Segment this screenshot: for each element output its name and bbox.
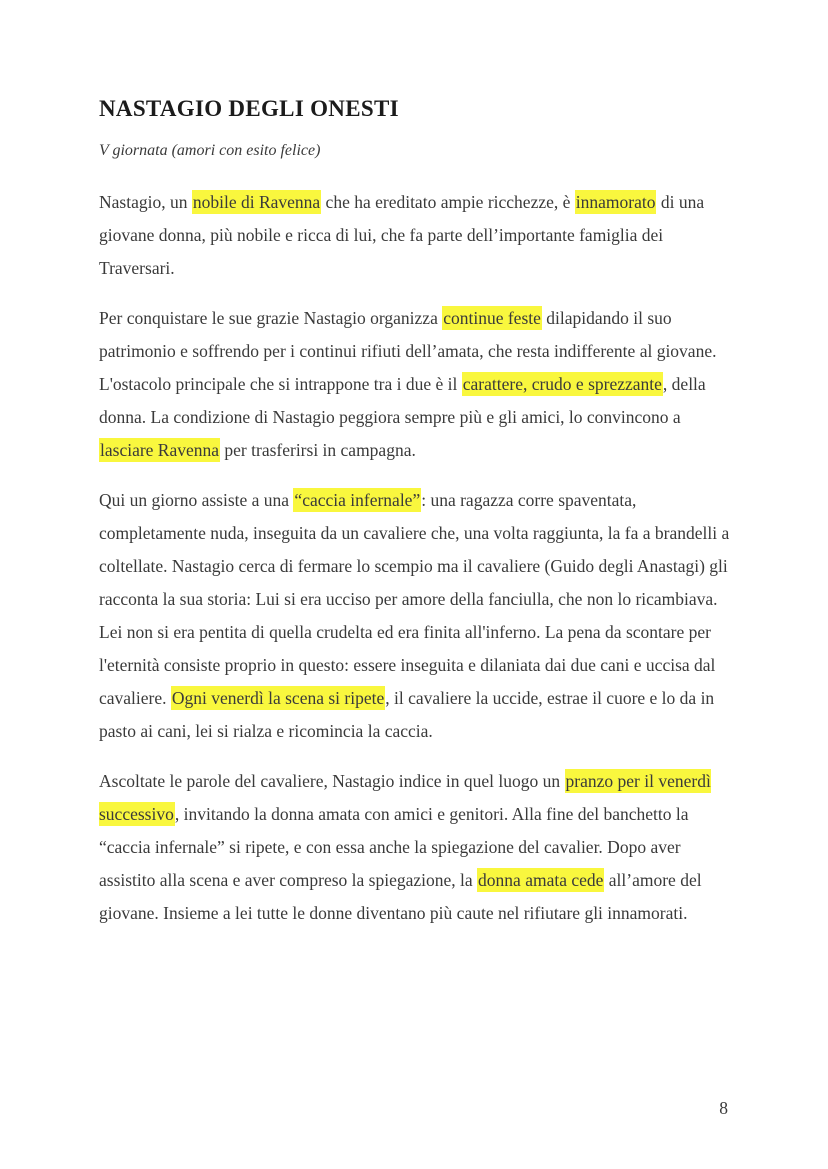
- text-run: , della donna. La condizione di Nastagio peggiora sempre più e gli amici, lo convincono a: [99, 374, 706, 427]
- highlighted-text: “caccia infernale”: [294, 490, 421, 510]
- highlighted-text: lasciare Ravenna: [100, 440, 220, 460]
- highlighted-text: nobile di Ravenna: [192, 192, 321, 212]
- paragraph: [99, 484, 731, 748]
- highlighted-text: donna amata cede: [478, 870, 604, 890]
- text-run: per trasferirsi in campagna.: [220, 440, 416, 460]
- text-run: Per conquistare le sue grazie Nastagio organizza: [99, 308, 443, 328]
- text-run: di una giovane donna, più nobile e ricca di lui, che fa parte dell’importante famiglia dei Traversari.: [99, 192, 705, 278]
- page-number: 8: [719, 1098, 728, 1118]
- page-title: NASTAGIO DEGLI ONESTI: [99, 96, 399, 121]
- text-run: , il cavaliere la uccide, estrae il cuore e lo da in pasto ai cani, lei si rialza e ricomincia la caccia.: [99, 688, 715, 741]
- highlighted-text: Ogni venerdì la scena si ripete: [171, 688, 385, 708]
- text-run: all’amore del giovane. Insieme a lei tutte le donne diventano più caute nel rifiutare gli innamorati.: [99, 870, 702, 923]
- paragraph: [99, 302, 731, 467]
- page-subtitle: V giornata (amori con esito felice): [99, 142, 321, 159]
- document-body: [99, 186, 729, 930]
- text-run: Ascoltate le parole del cavaliere, Nastagio indice in quel luogo un: [99, 771, 565, 791]
- highlighted-text: innamorato: [575, 192, 656, 212]
- text-run: Nastagio, un: [99, 192, 192, 212]
- text-run: Qui un giorno assiste a una: [99, 490, 294, 510]
- highlighted-text: continue feste: [443, 308, 541, 328]
- text-run: dilapidando il suo patrimonio e soffrendo per i continui rifiuti dell’amata, che resta indifferente al giovane. L'ostacolo principale che si intrappone tra i due è il: [99, 308, 717, 394]
- text-run: che ha ereditato ampie ricchezze, è: [321, 192, 575, 212]
- paragraph: [99, 765, 731, 930]
- highlighted-text: pranzo per il venerdì successivo: [99, 771, 711, 824]
- paragraph: [99, 186, 731, 285]
- text-run: , invitando la donna amata con amici e genitori. Alla fine del banchetto la “caccia infernale” si ripete, e con essa anche la spiegazione del cavalier. Dopo aver assistito alla scena e aver compreso la spiegazione, la: [99, 804, 689, 890]
- text-run: : una ragazza corre spaventata, completamente nuda, inseguita da un cavaliere che, una volta raggiunta, la fa a brandelli a coltellate. Nastagio cerca di fermare lo scempio ma il cavaliere (Guido degli Anastagi) gli racconta la sua storia: Lui si era ucciso per amore della fanciulla, che non lo ricambiava. Lei non si era pentita di quella crudelta ed era finita all'inferno. La pena da scontare per l'eternità consiste proprio in questo: essere inseguita e dilaniata dai due cani e uccisa dal cavaliere.: [99, 490, 730, 708]
- highlighted-text: carattere, crudo e sprezzante: [462, 374, 662, 394]
